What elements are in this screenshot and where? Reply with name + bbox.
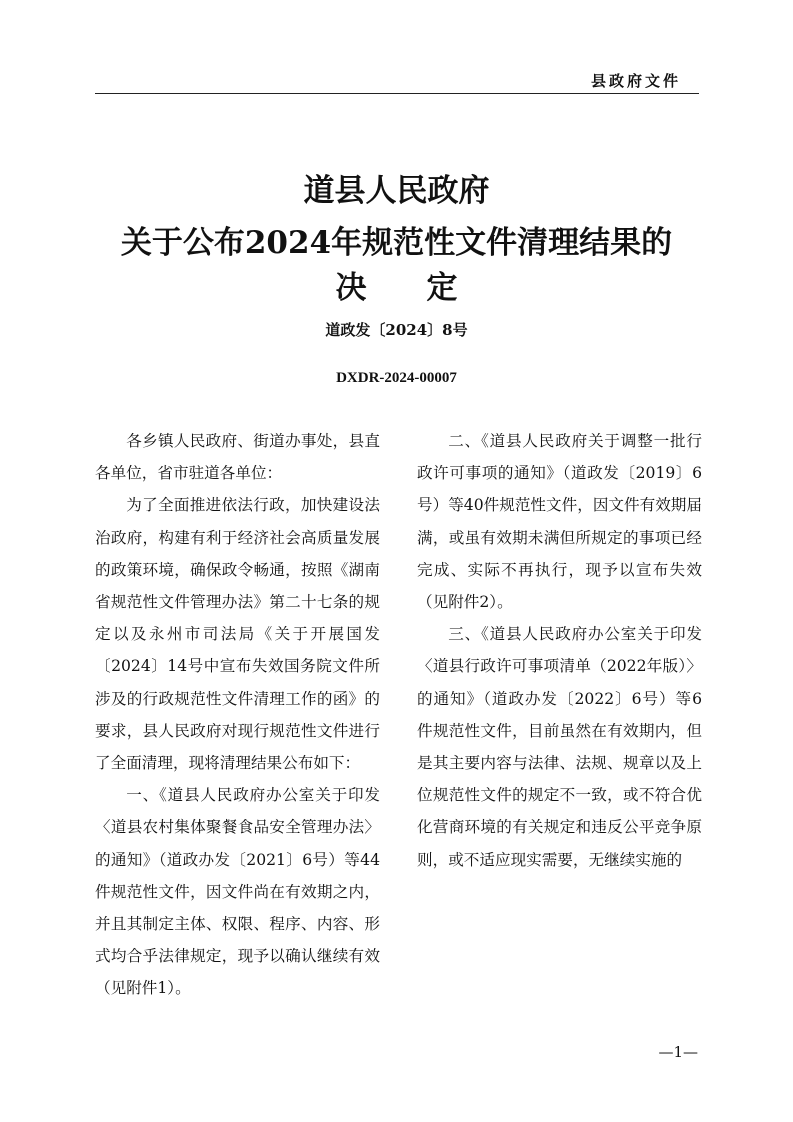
- header-label: 县政府文件: [590, 72, 681, 90]
- body-column-right: [417, 425, 702, 876]
- registration-code: DXDR-2024-00007: [336, 370, 457, 386]
- item-3-paragraph: 三、《道县人民政府办公室关于印发〈道县行政许可事项清单（2022年版）〉的通知》（道政办发〔2022〕6号）等6件规范性文件，目前虽然在有效期内，但是其主要内容与法律、法规、规章以及上位规范性文件的规定不一致，或不符合优化营商环境的有关规定和违反公平竞争原则，或不适应现实需要，无继续实施的: [417, 625, 702, 869]
- intro-paragraph: 为了全面推进依法行政，加快建设法治政府，构建有利于经济社会高质量发展的政策环境，确保政令畅通，按照《湖南省规范性文件管理办法》第二十七条的规定以及永州市司法局《关于开展国发〔2024〕14号中宣布失效国务院文件所涉及的行政规范性文件清理工作的函》的要求，县人民政府对现行规范性文件进行了全面清理，现将清理结果公布如下：: [95, 496, 380, 773]
- title-line-1: 道县人民政府: [303, 173, 490, 209]
- salutation: 各乡镇人民政府、街道办事处，县直各单位，省市驻道各单位：: [95, 432, 380, 483]
- title-line-2: 关于公布2024年规范性文件清理结果的: [120, 225, 673, 261]
- header-rule: [95, 93, 699, 94]
- page-number: —1—: [658, 1043, 698, 1061]
- body-column-left: [95, 425, 380, 1005]
- document-number: 道政发〔2024〕8号: [325, 321, 468, 339]
- item-2-paragraph: 二、《道县人民政府关于调整一批行政许可事项的通知》（道政发〔2019〕6号）等40件规范性文件，因文件有效期届满，或虽有效期未满但所规定的事项已经完成、实际不再执行，现予以宣布失效（见附件2）。: [417, 432, 702, 612]
- title-line-3: 决定: [335, 270, 518, 306]
- item-1-paragraph: 一、《道县人民政府办公室关于印发〈道县农村集体聚餐食品安全管理办法〉的通知》（道政办发〔2021〕6号）等44件规范性文件，因文件尚在有效期之内，并且其制定主体、权限、程序、内容、形式均合乎法律规定，现予以确认继续有效（见附件1）。: [95, 786, 380, 998]
